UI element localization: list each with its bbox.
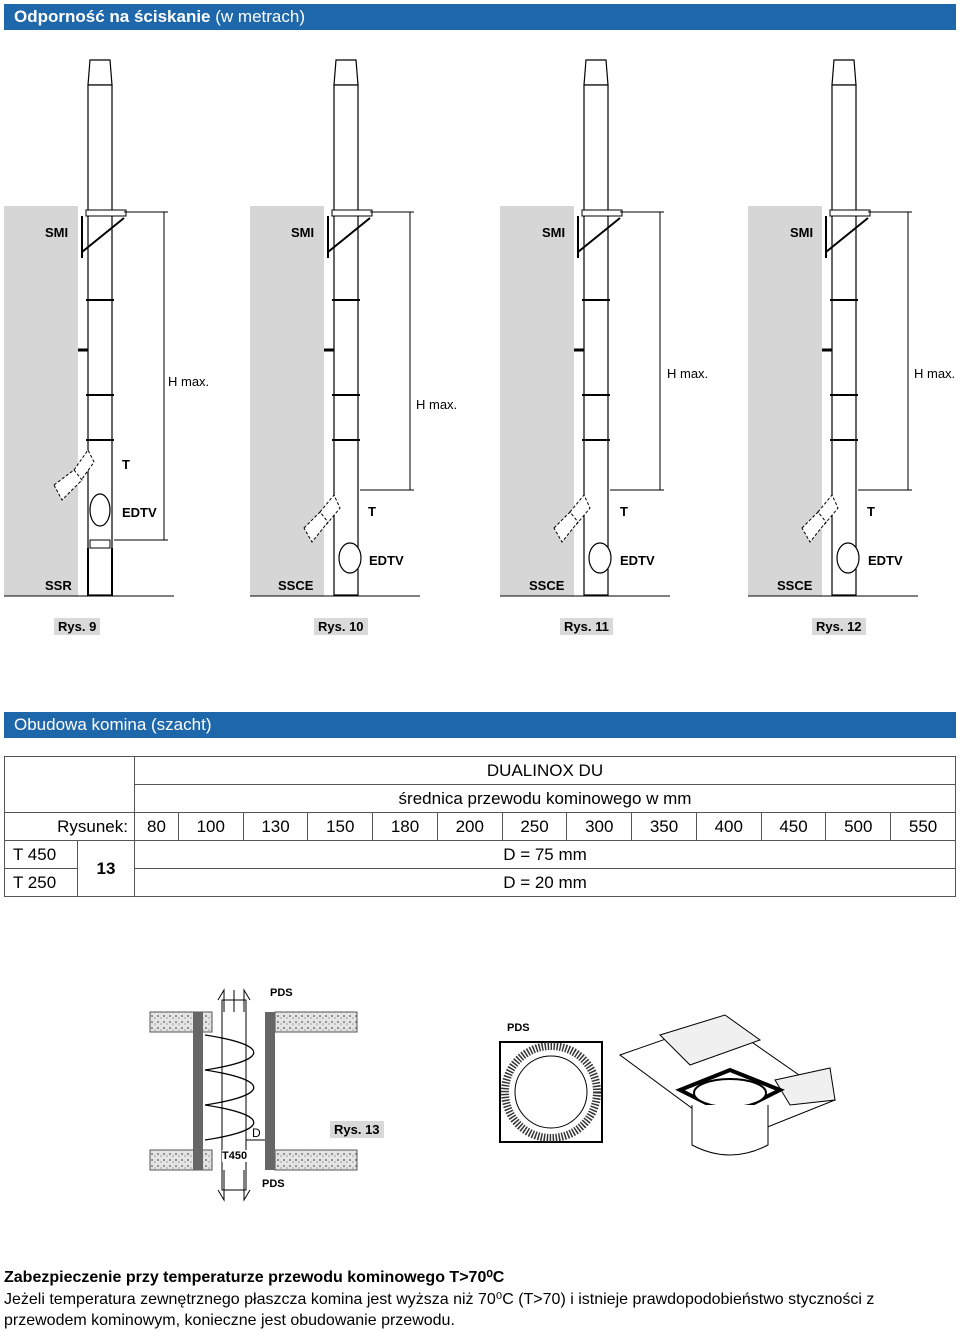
diameter-cell: 180 <box>373 813 438 841</box>
fig9-t-label: T <box>122 457 130 472</box>
diameter-cell: 200 <box>437 813 502 841</box>
fig9-bottom-label: SSR <box>45 578 72 593</box>
fig10-caption: Rys. 10 <box>314 618 368 635</box>
fig11-bottom-label: SSCE <box>529 578 565 593</box>
fig13-pds-bottom: PDS <box>262 1178 285 1190</box>
diameter-cell: 80 <box>135 813 179 841</box>
fig11-hmax-label: H max. <box>667 366 709 381</box>
diameter-cell: 350 <box>632 813 697 841</box>
shaft-3d-view <box>620 1015 835 1155</box>
fig10-top-label: SMI <box>291 225 315 240</box>
diameter-cell: 550 <box>891 813 956 841</box>
fig9-top-label: SMI <box>45 225 69 240</box>
fig13-caption: Rys. 13 <box>330 1121 384 1138</box>
fig10-edtv-label: EDTV <box>369 553 404 568</box>
diameter-cell: 450 <box>761 813 826 841</box>
section-subtitle: (w metrach) <box>215 7 305 26</box>
fig9-caption: Rys. 9 <box>54 618 100 635</box>
diameter-cell: 400 <box>696 813 761 841</box>
figure-ref: 13 <box>78 841 135 897</box>
shaft-cross-section <box>150 990 357 1200</box>
note-body: Jeżeli temperatura zewnętrznego płaszcza komina jest wyższa niż 70⁰C (T>70) i istnieje prawdopodobieństwo styczności z przewodem kominowym, konieczne jest obudowanie przewodu. <box>4 1291 875 1329</box>
fig12-edtv-label: EDTV <box>868 553 903 568</box>
row-label: T 250 <box>5 869 78 897</box>
fig12-top-label: SMI <box>790 225 814 240</box>
fig11-top-label: SMI <box>542 225 566 240</box>
section-title: Obudowa komina (szacht) <box>14 715 212 734</box>
fig10-bottom-label: SSCE <box>278 578 314 593</box>
fig12-t-label: T <box>867 504 875 519</box>
fig13-pds-top: PDS <box>270 987 293 999</box>
fig12-caption: Rys. 12 <box>812 618 866 635</box>
row-label: Rysunek: <box>5 813 135 841</box>
diameter-cell: 250 <box>502 813 567 841</box>
section-title: Odporność na ściskanie <box>14 7 211 26</box>
diameter-cell: 500 <box>826 813 891 841</box>
fig10-t-label: T <box>368 504 376 519</box>
fig13-t450-label: T450 <box>222 1150 248 1162</box>
fig11-edtv-label: EDTV <box>620 553 655 568</box>
fig13-pds-plan: PDS <box>507 1022 530 1034</box>
shaft-plan-view <box>500 1042 602 1142</box>
row-value: D = 20 mm <box>135 869 956 897</box>
table-subtitle: średnica przewodu kominowego w mm <box>135 785 956 813</box>
row-value: D = 75 mm <box>135 841 956 869</box>
fig10-hmax-label: H max. <box>416 397 458 412</box>
fig11-t-label: T <box>620 504 628 519</box>
fig13-d-label: D <box>252 1126 261 1140</box>
row-label: T 450 <box>5 841 78 869</box>
fig11-caption: Rys. 11 <box>560 618 613 635</box>
fig9-edtv-label: EDTV <box>122 505 157 520</box>
diameter-cell: 100 <box>178 813 243 841</box>
diameter-cell: 130 <box>243 813 308 841</box>
product-name: DUALINOX DU <box>135 757 956 785</box>
diameter-cell: 150 <box>308 813 373 841</box>
note-title: Zabezpieczenie przy temperaturze przewodu kominowego T>70⁰C <box>4 1269 505 1286</box>
fig12-hmax-label: H max. <box>914 366 956 381</box>
fig9-hmax-label: H max. <box>168 374 210 389</box>
diameter-cell: 300 <box>567 813 632 841</box>
fig12-bottom-label: SSCE <box>777 578 813 593</box>
